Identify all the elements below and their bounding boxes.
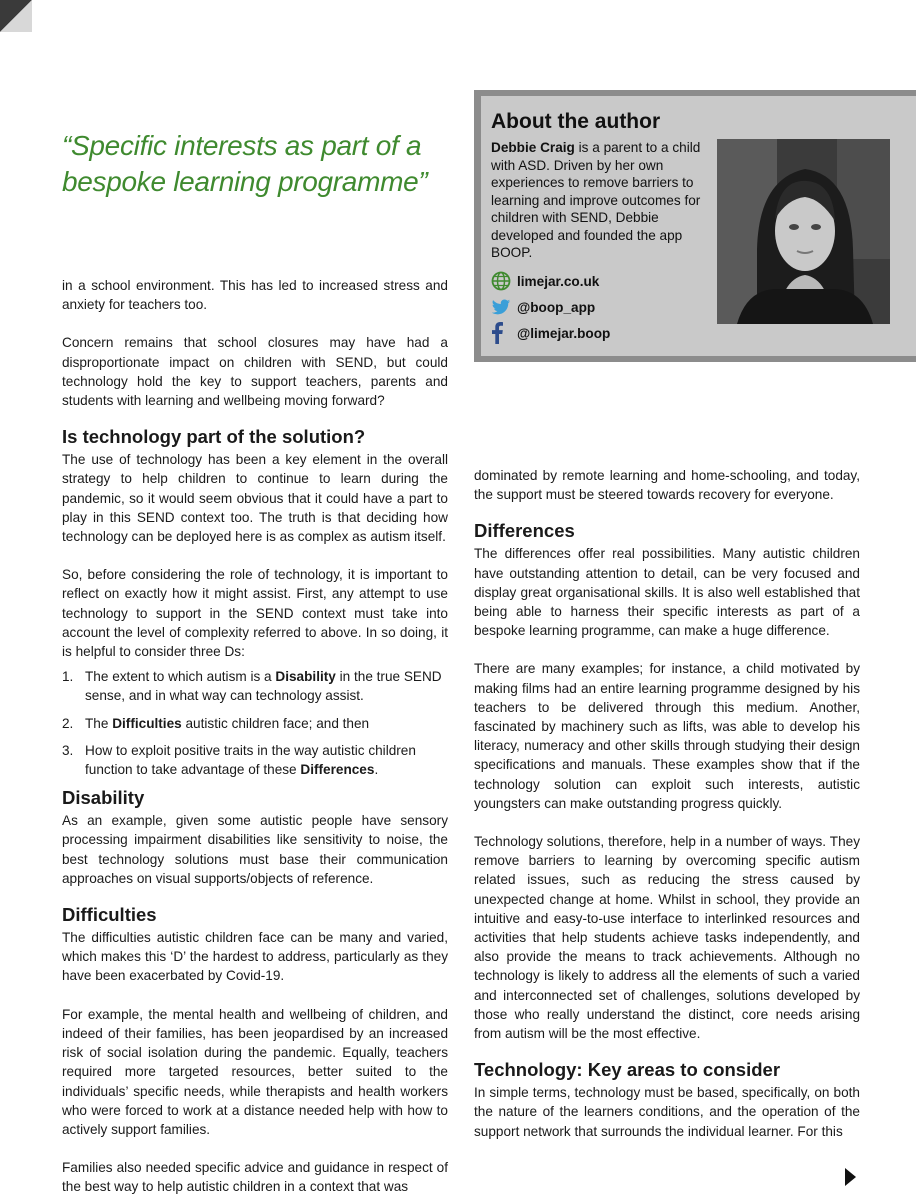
twitter-handle: @boop_app [517, 299, 596, 315]
paragraph: Concern remains that school closures may have had a disproportionate impact on children with SEND, but could technology hold the key to support teachers, parents and students with learning and wellbeing moving forward? [62, 335, 448, 409]
globe-icon [491, 270, 517, 292]
author-name: Debbie Craig [491, 140, 575, 155]
list-text: The Difficulties autistic children face; and then [85, 715, 370, 731]
paragraph: For example, the mental health and wellbeing of children, and indeed of their families, has been jeopardised by an increased risk of social isolation during the pandemic. Equally, teachers required more targeted resources, better suited to the individuals’ specific needs, while therapists and health workers who were forced to work at a distance needed help with how to actively support families. [62, 1006, 448, 1137]
paragraph: Technology solutions, therefore, help in a number of ways. They remove barriers to learning by overcoming specific autism related issues, such as reducing the stress caused by unexpected change at home. Whilst in school, they provide an intuitive and easy-to-use interface to interlinked resources and activities that help students achieve tasks independently, and also provide the means to track achievements. Although no technology is likely to address all the elements of such a varied and interconnected set of challenges, solutions developed by those who really understand the distinct, core needs arising from autism will be the most effective. [474, 834, 860, 1042]
facebook-handle: @limejar.boop [517, 325, 611, 341]
author-bio [491, 139, 709, 262]
about-author-title: About the author [491, 110, 661, 133]
paragraph: in a school environment. This has led to increased stress and anxiety for teachers too. [62, 278, 448, 313]
author-links [491, 268, 610, 346]
list-number: 1. [62, 669, 74, 685]
page-curl-underside [0, 0, 32, 32]
twitter-link[interactable] [491, 294, 610, 320]
paragraph: Families also needed specific advice and guidance in respect of the best way to help autistic children in a context that was [62, 1160, 448, 1195]
heading-disability: Disability [62, 787, 145, 809]
author-bio-text: is a parent to a child with ASD. Driven by her own experiences to remove barriers to learning and improve outcomes for children with SEND, Debbie developed and founded the app BOOP. [491, 140, 701, 260]
list-text: The extent to which autism is a Disability in the true SEND sense, and in what way can technology assist. [85, 669, 442, 704]
list-text: How to exploit positive traits in the way autistic children function to take advantage of these Differences. [85, 742, 416, 778]
paragraph: The differences offer real possibilities. Many autistic children have outstanding attention to detail, can be very focused and display great organisational skills. It is also well established that being able to harness their specific interests as part of a bespoke learning programme, can make a huge difference. [474, 546, 860, 639]
facebook-link[interactable] [491, 320, 610, 346]
three-ds-list [62, 667, 448, 779]
heading-differences: Differences [474, 520, 575, 542]
list-number: 3. [62, 742, 74, 758]
paragraph: The use of technology has been a key element in the overall strategy to help children to continue to learn during the pandemic, so it would seem obvious that it could have a part to play in this SEND context too. The truth is that deciding how technology can be deployed here is as complex as autism itself. [62, 452, 448, 545]
list-item [62, 714, 448, 733]
about-author-box [474, 90, 916, 362]
author-portrait-image [717, 139, 890, 324]
heading-technology: Technology: Key areas to consider [474, 1059, 781, 1081]
paragraph: So, before considering the role of technology, it is important to reflect on exactly how it might assist. First, any attempt to use technology to support in the SEND context must take into account the level of complexity referred to above. In so doing, it is helpful to consider three Ds: [62, 567, 448, 660]
pull-quote: “Specific interests as part of a bespoke learning programme” [62, 130, 428, 197]
website-text: limejar.co.uk [517, 273, 600, 289]
list-number: 2. [62, 715, 74, 731]
facebook-icon [491, 322, 517, 344]
twitter-bird-icon [491, 296, 517, 318]
paragraph: In simple terms, technology must be based, specifically, on both the nature of the learners conditions, and the operation of the support network that surrounds the individual learner. For this [474, 1085, 860, 1139]
paragraph: The difficulties autistic children face can be many and varied, which makes this ‘D’ the hardest to address, particularly as they have been exacerbated by Covid-19. [62, 930, 448, 984]
continue-arrow-icon[interactable] [845, 1168, 856, 1186]
list-item [62, 741, 448, 779]
list-item [62, 667, 448, 705]
left-column [62, 276, 448, 1197]
website-link[interactable] [491, 268, 610, 294]
paragraph: As an example, given some autistic people have sensory processing impairment disabilities like sensitivity to noise, the best technology solutions must base their communication approaches on visual supports/objects of reference. [62, 813, 448, 886]
paragraph: There are many examples; for instance, a child motivated by making films had an entire learning programme designed by his teachers to be delivered through this medium. Another, fascinated by machinery such as lifts, was able to develop his literacy, numeracy and other skills through studying their design specifications and manuals. These examples show that if the technology solution can exploit such interests, autistic youngsters can make outstanding progress quickly. [474, 661, 860, 811]
right-column [474, 466, 860, 1141]
author-photo [717, 139, 890, 324]
heading-difficulties: Difficulties [62, 904, 157, 926]
heading-solution: Is technology part of the solution? [62, 426, 366, 448]
paragraph: dominated by remote learning and home-schooling, and today, the support must be steered towards recovery for everyone. [474, 468, 860, 503]
